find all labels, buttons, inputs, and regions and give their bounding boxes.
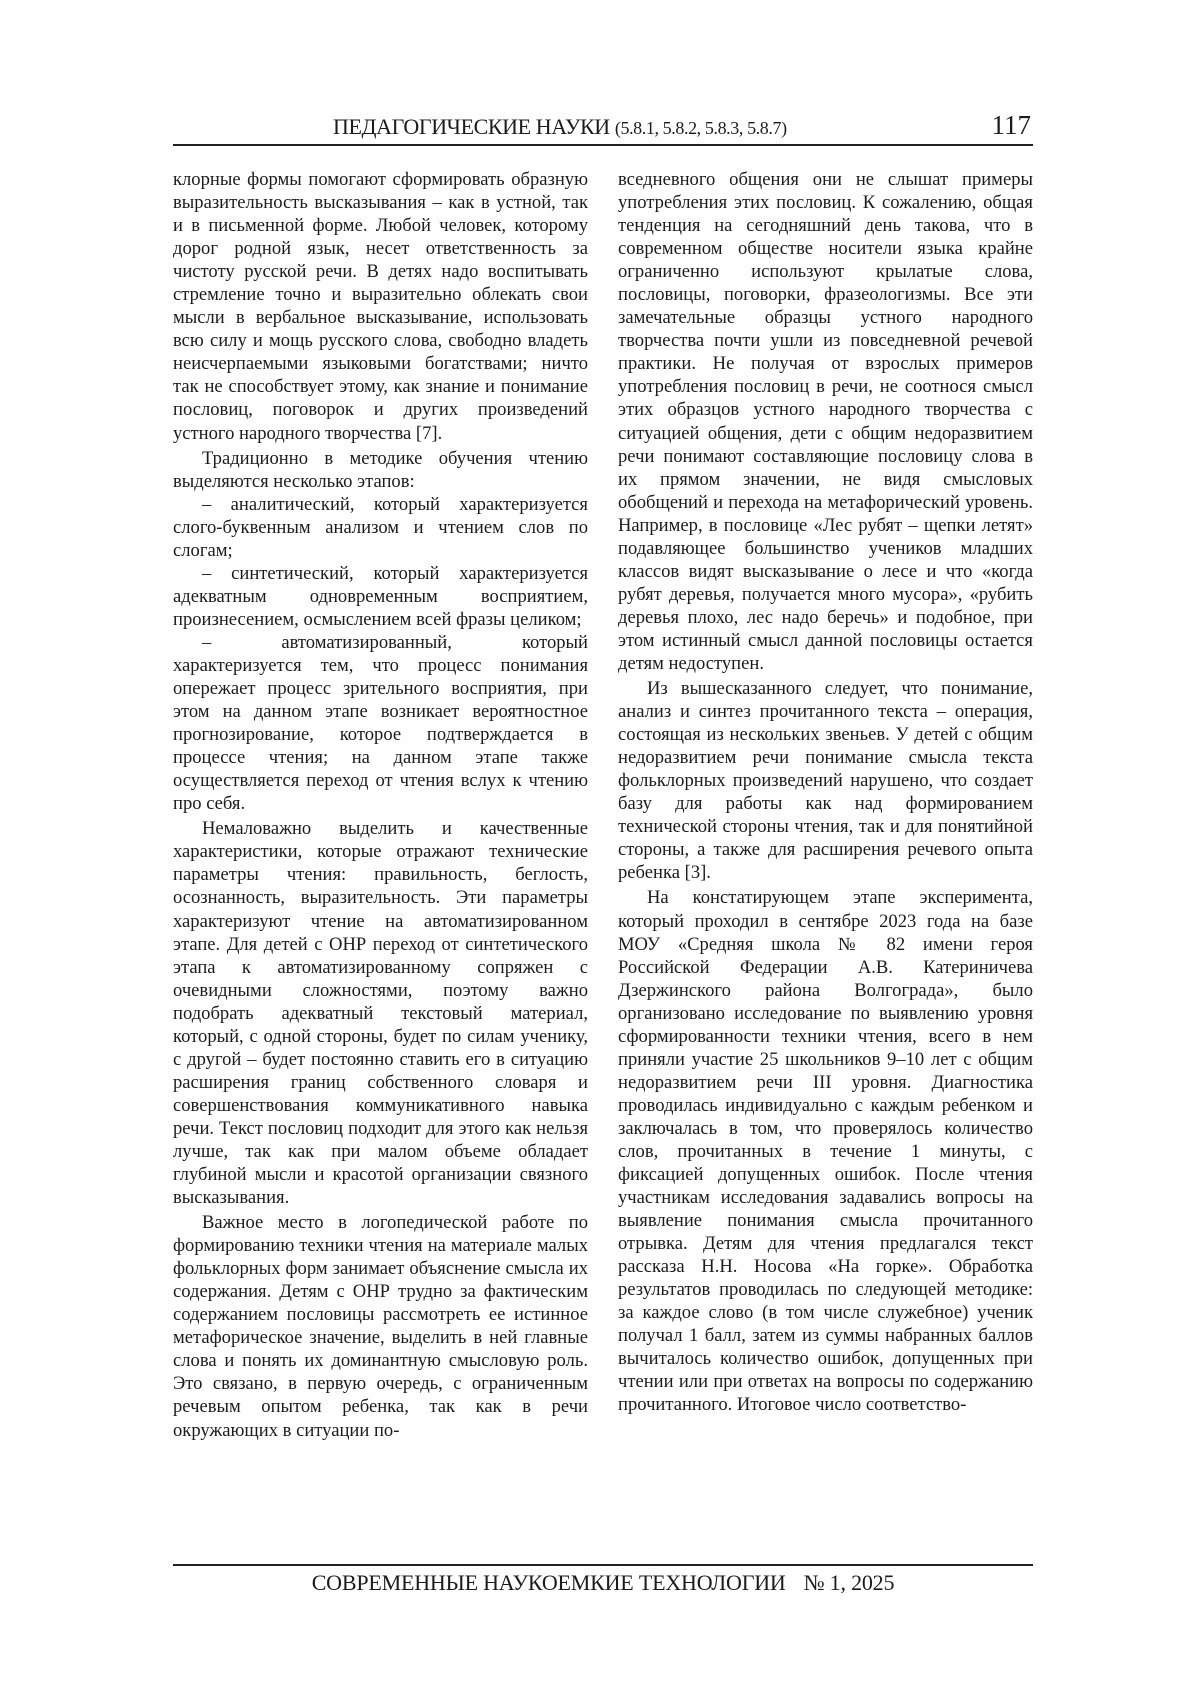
issue-number: № 1, 2025 <box>803 1570 895 1595</box>
left-column <box>173 168 588 1442</box>
page-number: 117 <box>991 110 1031 140</box>
section-codes: (5.8.1, 5.8.2, 5.8.3, 5.8.7) <box>614 118 787 138</box>
right-column <box>618 168 1033 1417</box>
journal-title: СОВРЕМЕННЫЕ НАУКОЕМКИЕ ТЕХНОЛОГИИ <box>311 1570 786 1595</box>
paragraph: На констатирующем этапе эксперимента, который проходил в сентябре 2023 года на базе МОУ «Средняя школа № 82 имени героя Российской Федерации А.В. Катериничева Дзержинского района Волгограда», было организовано исследование по выявлению уровня сформированности техники чтения, всего в нем приняли участие 25 школьников 9–10 лет с общим недоразвитием речи III уровня. Диагностика проводилась индивидуально с каждым ребенком и заключалась в том, что проверялось количество слов, прочитанных в течение 1 минуты, с фиксацией допущенных ошибок. После чтения участникам исследования задавались вопросы на выявление понимания смысла прочитанного отрывка. Детям для чтения предлагался текст рассказа Н.Н. Носова «На горке». Обработка результатов проводилась по следующей методике: за каждое слово (в том числе служебное) ученик получал 1 балл, затем из суммы набранных баллов вычиталось количество ошибок, допущенных при чтении или при ответах на вопросы по содержанию прочитанного. Итоговое число соответство- <box>618 887 1033 1416</box>
section-title: ПЕДАГОГИЧЕСКИЕ НАУКИ <box>333 114 610 139</box>
running-footer <box>173 1564 1033 1596</box>
list-item: – синтетический, который характеризуется адекватным одновременным восприятием, произнесением, осмыслением всей фразы целиком; <box>173 562 588 630</box>
paragraph: Традиционно в методике обучения чтению выделяются несколько этапов: <box>173 447 588 492</box>
paragraph: вседневного общения они не слышат примеры употребления этих пословиц. К сожалению, общая тенденция на сегодняшний день такова, что в современном обществе носители языка крайне ограниченно используют крылатые слова, пословицы, поговорки, фразеологизмы. Все эти замечательные образцы устного народного творчества почти ушли из повседневной речевой практики. Не получая от взрослых примеров употребления пословиц в речи, не соотнося смысл этих образцов устного народного творчества с ситуацией общения, дети с общим недоразвитием речи понимают составляющие пословицу слова в их прямом значении, не видя смысловых обобщений и перехода на метафорический уровень. Например, в пословице «Лес рубят – щепки летят» подавляющее большинство учеников младших классов видят высказывание о лесе и что «когда рубят деревья, получается много мусора», «рубить деревья плохо, лес надо беречь» и подобное, при этом истинный смысл данной пословицы остается детям недоступен. <box>618 169 1033 674</box>
running-title <box>333 114 787 140</box>
list-item: – автоматизированный, который характеризуется тем, что процесс понимания опережает процесс зрительного восприятия, при этом на данном этапе возникает вероятностное прогнозирование, которое подтверждается в процессе чтения; на данном этапе также осуществляется переход от чтения вслух к чтению про себя. <box>173 631 588 815</box>
paragraph: Немаловажно выделить и качественные характеристики, которые отражают технические параметры чтения: правильность, беглость, осознанность, выразительность. Эти параметры характеризуют чтение на автоматизированном этапе. Для детей с ОНР переход от синтетического этапа к автоматизированному сопряжен с очевидными сложностями, поэтому важно подобрать адекватный текстовый материал, который, с одной стороны, будет по силам ученику, с другой – будет постоянно ставить его в ситуацию расширения границ собственного словаря и совершенствования коммуникативного навыка речи. Текст пословиц подходит для этого как нельзя лучше, так как при малом объеме обладает глубиной мысли и красотой организации связного высказывания. <box>173 818 588 1209</box>
paragraph: Из вышесказанного следует, что понимание, анализ и синтез прочитанного текста – операция, состоящая из нескольких звеньев. У детей с общим недоразвитием речи понимание смысла текста фольклорных произведений нарушено, что создает базу для работы как над формированием технической стороны чтения, так и для понятийной стороны, а также для расширения речевого опыта ребенка [3]. <box>618 678 1033 884</box>
list-item: – аналитический, который характеризуется слого-буквенным анализом и чтением слов по слогам; <box>173 493 588 561</box>
paragraph: клорные формы помогают сформировать образную выразительность высказывания – как в устной, так и в письменной форме. Любой человек, которому дорог родной язык, несет ответственность за чистоту русской речи. В детях надо воспитывать стремление точно и выразительно облекать свои мысли в вербальное высказывание, использовать всю силу и мощь русского слова, свободно владеть неисчерпаемыми языковыми богатствами; ничто так не способствует этому, как знание и понимание пословиц, поговорок и других произведений устного народного творчества [7]. <box>173 169 588 444</box>
running-header <box>173 110 1033 146</box>
paragraph: Важное место в логопедической работе по формированию техники чтения на материале малых фольклорных форм занимает объяснение смысла их содержания. Детям с ОНР трудно за фактическим содержанием пословицы рассмотреть ее истинное метафорическое значение, выделить в ней главные слова и понять их доминантную смысловую роль. Это связано, в первую очередь, с ограниченным речевым опытом ребенка, так как в речи окружающих в ситуации по- <box>173 1212 588 1441</box>
